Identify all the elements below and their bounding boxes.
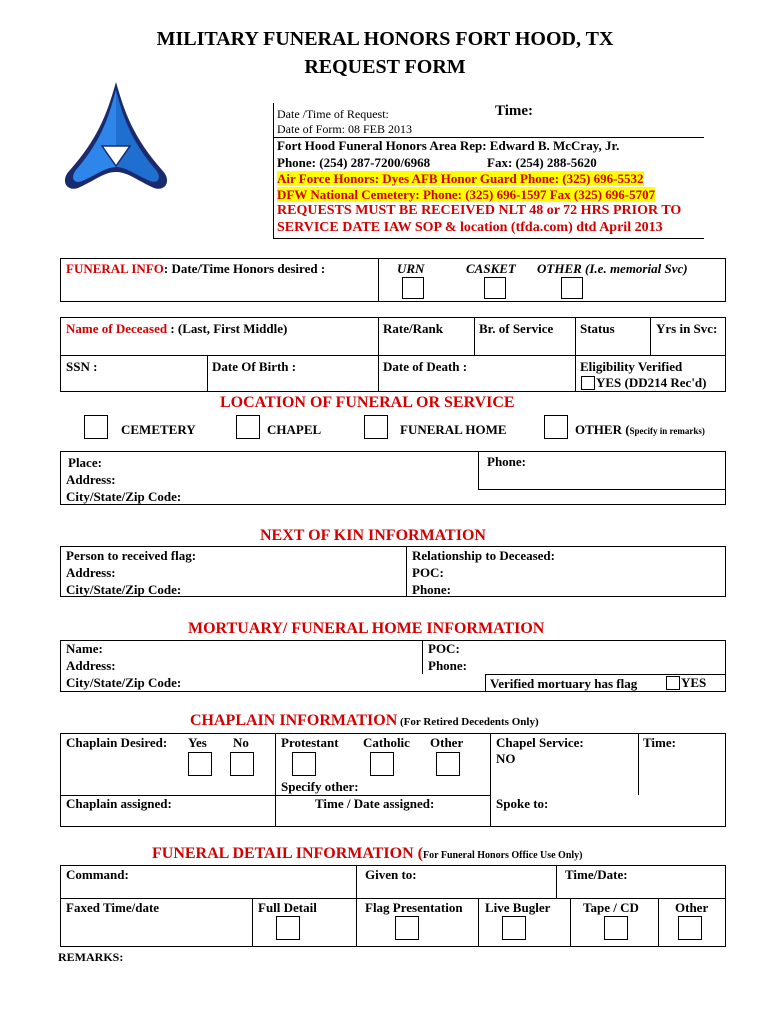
- urn-label: URN: [397, 261, 425, 276]
- location-city-label: City/State/Zip Code:: [66, 489, 182, 504]
- chaplain-other-label: Other: [430, 735, 464, 750]
- date-time-request-label: Date /Time of Request:: [277, 107, 389, 121]
- location-other-checkbox[interactable]: [544, 415, 568, 439]
- place-label: Place:: [68, 455, 102, 470]
- nok-city-label: City/State/Zip Code:: [66, 582, 182, 597]
- mortuary-address-label: Address:: [66, 658, 116, 673]
- location-phone-label: Phone:: [487, 454, 526, 469]
- tape-cd-label: Tape / CD: [583, 900, 639, 915]
- status-label: Status: [580, 321, 615, 336]
- spoke-to-label: Spoke to:: [496, 796, 549, 811]
- chapel-checkbox[interactable]: [236, 415, 260, 439]
- nok-phone-label: Phone:: [412, 582, 451, 597]
- verified-flag-label: Verified mortuary has flag: [490, 676, 638, 691]
- detail-other-checkbox[interactable]: [678, 916, 702, 940]
- eligibility-label: Eligibility Verified: [580, 359, 683, 374]
- chaplain-no-checkbox[interactable]: [230, 752, 254, 776]
- verified-flag-checkbox[interactable]: [666, 676, 680, 690]
- mortuary-poc-label: POC:: [428, 641, 460, 656]
- chaplain-time-date-label: Time / Date assigned:: [315, 796, 435, 811]
- protestant-checkbox[interactable]: [292, 752, 316, 776]
- chapel-label: CHAPEL: [267, 422, 322, 437]
- live-bugler-label: Live Bugler: [485, 900, 551, 915]
- given-to-label: Given to:: [365, 867, 417, 882]
- command-label: Command:: [66, 867, 129, 882]
- ssn-label: SSN :: [66, 359, 98, 374]
- other-memorial-label: OTHER (I.e. memorial Svc): [537, 261, 688, 276]
- mortuary-phone-label: Phone:: [428, 658, 467, 673]
- flag-presentation-label: Flag Presentation: [365, 900, 463, 915]
- chaplain-time-label: Time:: [643, 735, 676, 750]
- detail-other-label: Other: [675, 900, 709, 915]
- time-label: Time:: [495, 103, 534, 119]
- detail-section-title: FUNERAL DETAIL INFORMATION (For Funeral Honors Office Use Only): [152, 845, 583, 862]
- faxed-time-label: Faxed Time/date: [66, 900, 160, 915]
- funeral-home-label: FUNERAL HOME: [400, 422, 507, 437]
- date-of-form: Date of Form: 08 FEB 2013: [277, 122, 412, 136]
- protestant-label: Protestant: [281, 735, 339, 750]
- nok-section-title: NEXT OF KIN INFORMATION: [260, 527, 486, 544]
- cemetery-checkbox[interactable]: [84, 415, 108, 439]
- other-memorial-checkbox[interactable]: [561, 277, 583, 299]
- corps-emblem-logo: [62, 80, 170, 200]
- mortuary-city-label: City/State/Zip Code:: [66, 675, 182, 690]
- funeral-home-checkbox[interactable]: [364, 415, 388, 439]
- location-section-title: LOCATION OF FUNERAL OR SERVICE: [220, 394, 515, 411]
- location-address-label: Address:: [66, 472, 116, 487]
- requests-notice-line1: REQUESTS MUST BE RECEIVED NLT 48 or 72 HRS PRIOR TO: [277, 203, 682, 218]
- full-detail-checkbox[interactable]: [276, 916, 300, 940]
- dob-label: Date Of Birth :: [212, 359, 297, 374]
- remarks-label: REMARKS:: [58, 950, 124, 964]
- dod-label: Date of Death :: [383, 359, 468, 374]
- rep-fax: Fax: (254) 288-5620: [487, 155, 597, 170]
- flag-presentation-checkbox[interactable]: [395, 916, 419, 940]
- chaplain-other-checkbox[interactable]: [436, 752, 460, 776]
- years-service-label: Yrs in Svc:: [656, 321, 718, 336]
- rate-rank-label: Rate/Rank: [383, 321, 443, 336]
- location-other-label: OTHER (Specify in remarks): [575, 422, 705, 437]
- chaplain-yes-label: Yes: [188, 735, 207, 750]
- mortuary-name-label: Name:: [66, 641, 103, 656]
- eligibility-yes-checkbox[interactable]: [581, 376, 595, 390]
- nok-person-label: Person to received flag:: [66, 548, 197, 563]
- casket-label: CASKET: [466, 261, 516, 276]
- nok-poc-label: POC:: [412, 565, 444, 580]
- requests-notice-line2: SERVICE DATE IAW SOP & location (tfda.com) dtd April 2013: [277, 220, 663, 235]
- nok-relationship-label: Relationship to Deceased:: [412, 548, 555, 563]
- chaplain-section-title: CHAPLAIN INFORMATION (For Retired Decedents Only): [190, 712, 539, 729]
- urn-checkbox[interactable]: [402, 277, 424, 299]
- dfw-cemetery: DFW National Cemetery: Phone: (325) 696-1597 Fax (325) 696-5707: [277, 187, 656, 202]
- verified-flag-yes-label: YES: [681, 675, 707, 690]
- mortuary-section-title: MORTUARY/ FUNERAL HOME INFORMATION: [188, 620, 545, 637]
- catholic-checkbox[interactable]: [370, 752, 394, 776]
- casket-checkbox[interactable]: [484, 277, 506, 299]
- deceased-name-label: Name of Deceased : (Last, First Middle): [66, 321, 288, 336]
- full-detail-label: Full Detail: [258, 900, 317, 915]
- cemetery-label: CEMETERY: [121, 422, 196, 437]
- nok-address-label: Address:: [66, 565, 116, 580]
- detail-time-date-label: Time/Date:: [565, 867, 628, 882]
- chapel-service-label: Chapel Service:: [496, 735, 584, 750]
- rep-phone: Phone: (254) 287-7200/6968: [277, 155, 431, 170]
- eligibility-yes-label: YES (DD214 Rec'd): [596, 375, 707, 390]
- chaplain-no-label: No: [233, 735, 249, 750]
- area-rep: Fort Hood Funeral Honors Area Rep: Edward B. McCray, Jr.: [277, 138, 620, 153]
- chaplain-assigned-label: Chaplain assigned:: [66, 796, 172, 811]
- catholic-label: Catholic: [363, 735, 410, 750]
- branch-service-label: Br. of Service: [479, 321, 554, 336]
- funeral-info-label: FUNERAL INFO: Date/Time Honors desired :: [66, 261, 326, 276]
- chaplain-yes-checkbox[interactable]: [188, 752, 212, 776]
- air-force-honors: Air Force Honors: Dyes AFB Honor Guard Phone: (325) 696-5532: [277, 171, 644, 186]
- chapel-service-no: NO: [496, 751, 516, 766]
- form-title-line2: REQUEST FORM: [304, 56, 466, 78]
- live-bugler-checkbox[interactable]: [502, 916, 526, 940]
- form-title-line1: MILITARY FUNERAL HONORS FORT HOOD, TX: [156, 28, 614, 50]
- chaplain-desired-label: Chaplain Desired:: [66, 735, 168, 750]
- specify-other-label: Specify other:: [281, 779, 359, 794]
- tape-cd-checkbox[interactable]: [604, 916, 628, 940]
